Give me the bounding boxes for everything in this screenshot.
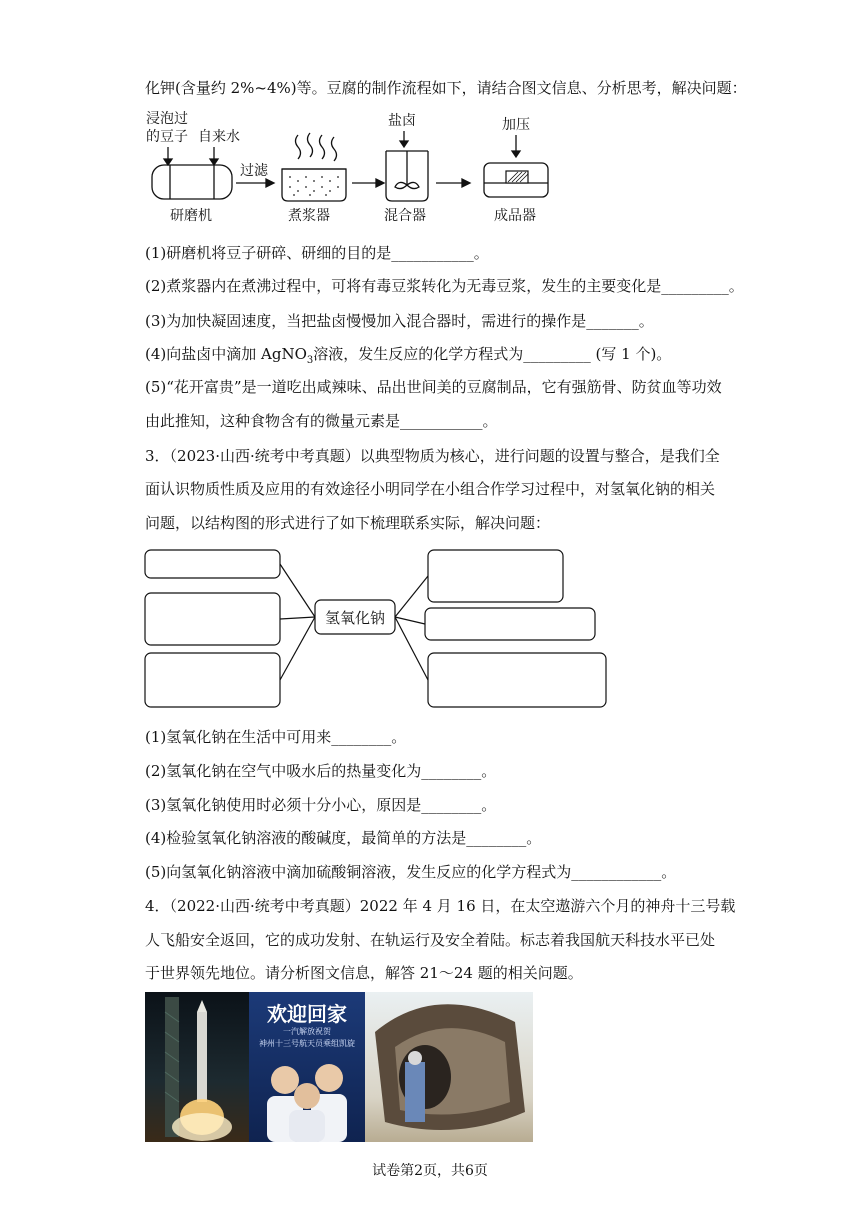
q3-item-2: (2)氢氧化钠在空气中吸水后的热量变化为________。 bbox=[145, 762, 497, 780]
left-box-3 bbox=[145, 653, 280, 707]
filter-label: 过滤 bbox=[240, 163, 268, 179]
boiler-label: 煮浆器 bbox=[288, 208, 330, 224]
subscript-3: 3 bbox=[306, 355, 314, 366]
q2-item-2: (2)煮浆器内在煮沸过程中，可将有毒豆浆转化为无毒豆浆，发生的主要变化是_________。 bbox=[145, 277, 744, 295]
tofu-process-diagram bbox=[140, 105, 570, 230]
grinder-shape bbox=[152, 165, 232, 199]
q2-item-3: (3)为加快凝固速度，当把盐卤慢慢加入混合器时，需进行的操作是_______。 bbox=[145, 312, 654, 330]
right-box-2 bbox=[425, 608, 595, 640]
brine-label: 盐卤 bbox=[388, 113, 416, 129]
q2-item-5-cont: 由此推知，这种食物含有的微量元素是___________。 bbox=[145, 412, 498, 430]
q3-item-3: (3)氢氧化钠使用时必须十分小心，原因是________。 bbox=[145, 796, 497, 814]
q3-item-4: (4)检验氢氧化钠溶液的酸碱度，最简单的方法是________。 bbox=[145, 829, 542, 847]
q2-item-5: (5)“花开富贵”是一道吃出咸辣味、品出世间美的豆腐制品，它有强筋骨、防贫血等功效 bbox=[145, 378, 722, 396]
page-footer: 试卷第2页，共6页 bbox=[372, 1163, 488, 1179]
capsule-landing-photo bbox=[365, 992, 533, 1142]
q4-stem-1: 4．（2022·山西·统考中考真题）2022 年 4 月 16 日，在太空遨游六个月的神舟十三号载 bbox=[145, 897, 736, 915]
mixer-label: 混合器 bbox=[384, 208, 426, 224]
press-label: 加压 bbox=[502, 117, 530, 133]
q3-item-5: (5)向氢氧化钠溶液中滴加硫酸铜溶液，发生反应的化学方程式为____________。 bbox=[145, 863, 677, 881]
intro-line: 化钾(含量约 2%~4%)等。豆腐的制作流程如下，请结合图文信息、分析思考，解决问题： bbox=[145, 79, 747, 97]
poster-line-1: 一汽解放祝贺 bbox=[283, 1027, 331, 1036]
q3-stem-3: 问题，以结构图的形式进行了如下梳理联系实际，解决问题： bbox=[145, 514, 551, 532]
q3-item-1: (1)氢氧化钠在生活中可用来________。 bbox=[145, 728, 407, 746]
q4-stem-3: 于世界领先地位。请分析图文信息，解答 21～24 题的相关问题。 bbox=[145, 964, 583, 982]
input-tap-water-label: 自来水 bbox=[198, 129, 240, 145]
right-box-3 bbox=[428, 653, 606, 707]
welcome-home-poster bbox=[249, 992, 365, 1142]
grinder-label: 研磨机 bbox=[170, 208, 212, 224]
q3-stem-2: 面认识物质性质及应用的有效途径小明同学在小组合作学习过程中，对氢氧化钠的相关 bbox=[145, 480, 716, 498]
q4-stem-2: 人飞船安全返回，它的成功发射、在轨运行及安全着陆。标志着我国航天科技水平已处 bbox=[145, 931, 716, 949]
naoh-structure-diagram bbox=[140, 545, 615, 715]
input-soaked-beans-label-2: 的豆子 bbox=[146, 129, 188, 145]
center-label: 氢氧化钠 bbox=[324, 609, 386, 627]
product-machine-label: 成品器 bbox=[494, 208, 536, 224]
right-box-1 bbox=[428, 550, 563, 602]
q2-item-1: (1)研磨机将豆子研碎、研细的目的是___________。 bbox=[145, 244, 489, 262]
poster-line-2: 神州十三号航天员乘组凯旋 bbox=[259, 1039, 355, 1048]
q3-stem-1: 3．（2023·山西·统考中考真题）以典型物质为核心，进行问题的设置与整合，是我们全 bbox=[145, 447, 720, 465]
q2-item-4: (4)向盐卤中滴加 AgNO$_3$溶液，发生反应的化学方程式为_________ (写 1 个)。 bbox=[145, 345, 672, 366]
left-box-1 bbox=[145, 550, 280, 578]
input-soaked-beans-label-1: 浸泡过 bbox=[146, 111, 188, 127]
rocket-launch-photo bbox=[145, 992, 249, 1142]
left-box-2 bbox=[145, 593, 280, 645]
poster-title: 欢迎回家 bbox=[267, 1002, 347, 1026]
boiler-shape bbox=[282, 169, 346, 201]
